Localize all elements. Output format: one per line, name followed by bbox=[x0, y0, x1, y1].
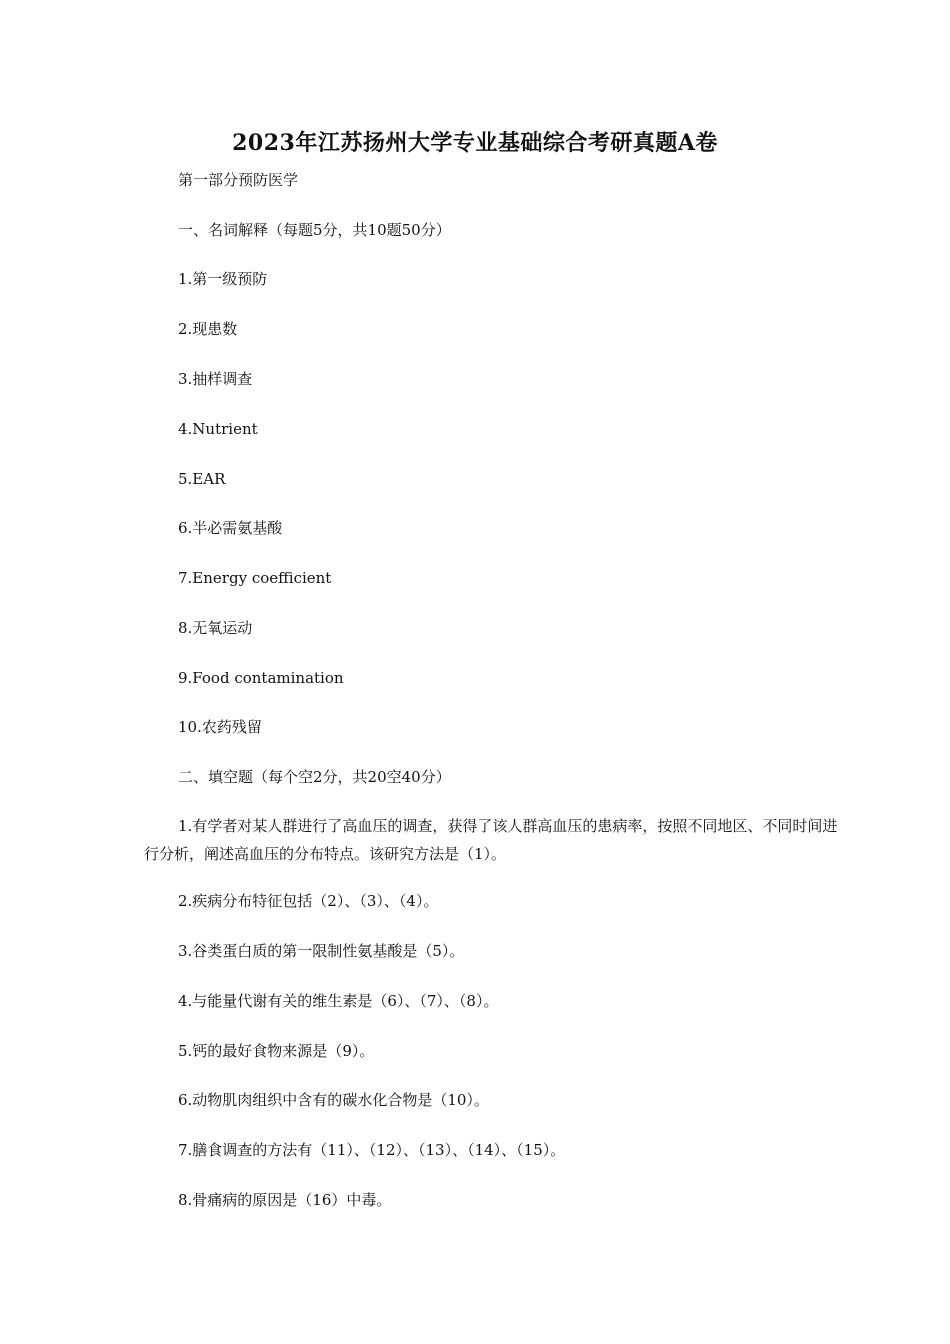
fill-blank-item: 1.有学者对某人群进行了高血压的调查，获得了该人群高血压的患病率，按照不同地区、不同时间进行分析，阐述高血压的分布特点。该研究方法是（1）。 bbox=[144, 817, 838, 863]
definition-item: 8.无氧运动 bbox=[178, 619, 253, 637]
definition-item: 7.Energy coefficient bbox=[178, 569, 332, 587]
fill-blank-item: 8.骨痛病的原因是（16）中毒。 bbox=[178, 1191, 392, 1209]
definition-item: 6.半必需氨基酸 bbox=[178, 519, 283, 537]
section-heading-fill-blank: 二、填空题（每个空2分，共20空40分） bbox=[178, 768, 451, 786]
fill-blank-item: 3.谷类蛋白质的第一限制性氨基酸是（5）。 bbox=[178, 942, 465, 960]
fill-blank-item: 4.与能量代谢有关的维生素是（6）、（7）、（8）。 bbox=[178, 992, 499, 1010]
definition-item: 10.农药残留 bbox=[178, 718, 262, 736]
definition-item: 4.Nutrient bbox=[178, 420, 258, 438]
part-heading: 第一部分预防医学 bbox=[178, 171, 299, 189]
fill-blank-item: 2.疾病分布特征包括（2）、（3）、（4）。 bbox=[178, 892, 439, 910]
fill-blank-item: 7.膳食调查的方法有（11）、（12）、（13）、（14）、（15）。 bbox=[178, 1141, 566, 1159]
definition-item: 3.抽样调查 bbox=[178, 370, 253, 388]
document-title: 2023年江苏扬州大学专业基础综合考研真题A卷 bbox=[232, 130, 718, 156]
fill-blank-item: 6.动物肌肉组织中含有的碳水化合物是（10）。 bbox=[178, 1091, 489, 1109]
definition-item: 5.EAR bbox=[178, 470, 226, 488]
section-heading-definitions: 一、名词解释（每题5分，共10题50分） bbox=[178, 221, 451, 239]
definition-item: 2.现患数 bbox=[178, 320, 238, 338]
fill-blank-item: 5.钙的最好食物来源是（9）。 bbox=[178, 1042, 375, 1060]
definition-item: 1.第一级预防 bbox=[178, 270, 268, 288]
definition-item: 9.Food contamination bbox=[178, 669, 344, 687]
